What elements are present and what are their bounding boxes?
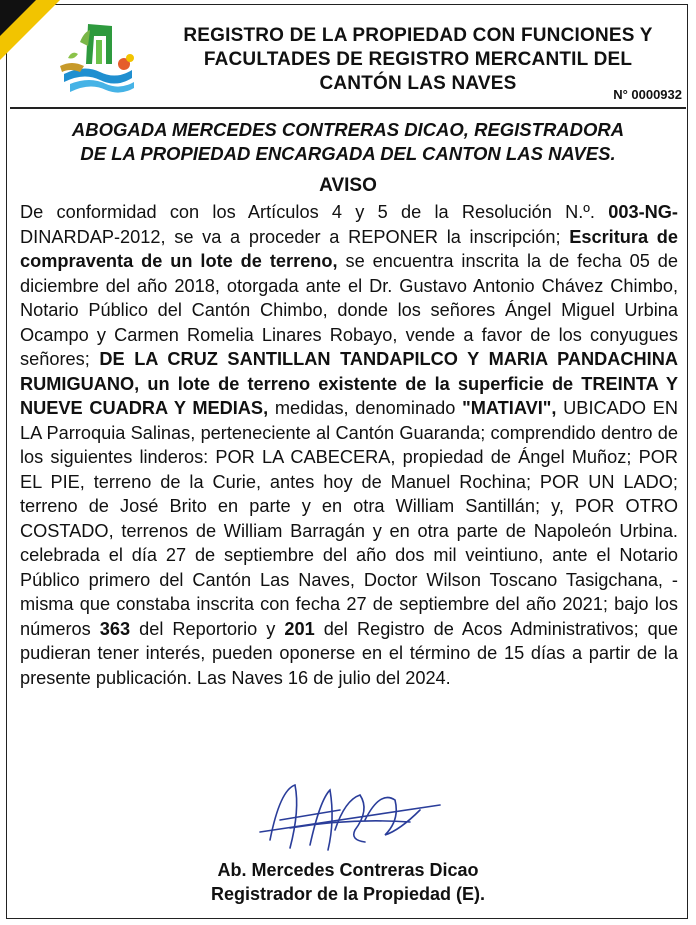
body-text-segment: UBICADO EN LA Parroquia Salinas, perteneciente al Cantón Guaranda; comprendido dentro de los siguientes linderos: POR LA CABECERA, propiedad de Ángel Muñoz; POR EL PIE, terreno de la Curie, antes hoy de Manuel Rochina; POR UN LADO; terreno de José Brito en parte y en otra William Santillán; y, POR OTRO COSTADO, terrenos de William Barragán y en otra parte de Napoleón Urbina. celebrada el día 27 de septiembre del año dos mil veintiuno, ante el Notario Público primero del Cantón Las Naves, Doctor Wilson Toscano Tasigchana, - misma que constaba inscrita con fecha 27 de septiembre del año 2021; bajo los números [20,398,678,639]
body-bold-segment: 363 [99,618,131,639]
body-text-segment: se encuentra inscrita la de fecha 05 de diciembre del año 2018, otorgada ante el Dr. Gustavo Antonio Chávez Chimbo, Notario Público del Cantón Chimbo, donde los señores Ángel Miguel Urbina Ocampo y Carmen Romelia Linares Robayo, vende a favor de los conyugues señores; [20,251,678,369]
serial-number: N° 0000932 [613,87,682,102]
signatory-name: Ab. Mercedes Contreras Dicao [217,860,479,880]
handwritten-signature-icon [250,770,450,860]
signatory-role: Registrador de la Propiedad (E). [210,884,486,904]
header-title [150,24,686,96]
body-text-segment: DINARDAP-2012, se va a proceder a REPONER la inscripción; [20,226,570,247]
body-bold-segment: 003-NG- [608,202,678,222]
body-bold-segment: 201 [284,618,315,639]
body-text-segment: del Reportorio y [130,618,285,639]
body-text-segment: medidas, denominado [268,398,463,418]
registrar-heading [20,118,676,166]
registrar-line: ABOGADA MERCEDES CONTRERAS DICAO, REGISTRADORA [71,119,625,140]
header-title-line: CANTÓN LAS NAVES [319,73,517,94]
registrar-line: DE LA PROPIEDAD ENCARGADA DEL CANTON LAS NAVES. [80,143,616,164]
header-divider [10,107,686,109]
header-title-line: REGISTRO DE LA PROPIEDAD CON FUNCIONES Y [183,25,653,46]
notice-body [20,200,678,690]
body-bold-segment: Escritura de compraventa de un lote de terreno, [20,226,678,271]
institution-logo-icon [50,14,146,106]
body-bold-segment: DE LA CRUZ SANTILLAN TANDAPILCO Y MARIA PANDACHINA RUMIGUANO, un lote de terreno existente de la superficie de TREINTA Y NUEVE CUADRA Y MEDIAS, [20,349,678,418]
corner-accent-black [0,0,36,36]
notice-title: AVISO [319,175,377,196]
header-title-line: FACULTADES DE REGISTRO MERCANTIL DEL [203,49,633,70]
body-text-segment: De conformidad con los Artículos 4 y 5 de la Resolución N.º. [20,202,609,222]
body-bold-segment: "MATIAVI", [462,398,557,418]
body-text-segment: del Registro de Acos Administrativos; que pudieran tener interés, pueden oponerse en el término de 15 días a partir de la presente publicación. Las Naves 16 de julio del 2024. [20,618,678,688]
signatory-block [0,858,696,906]
